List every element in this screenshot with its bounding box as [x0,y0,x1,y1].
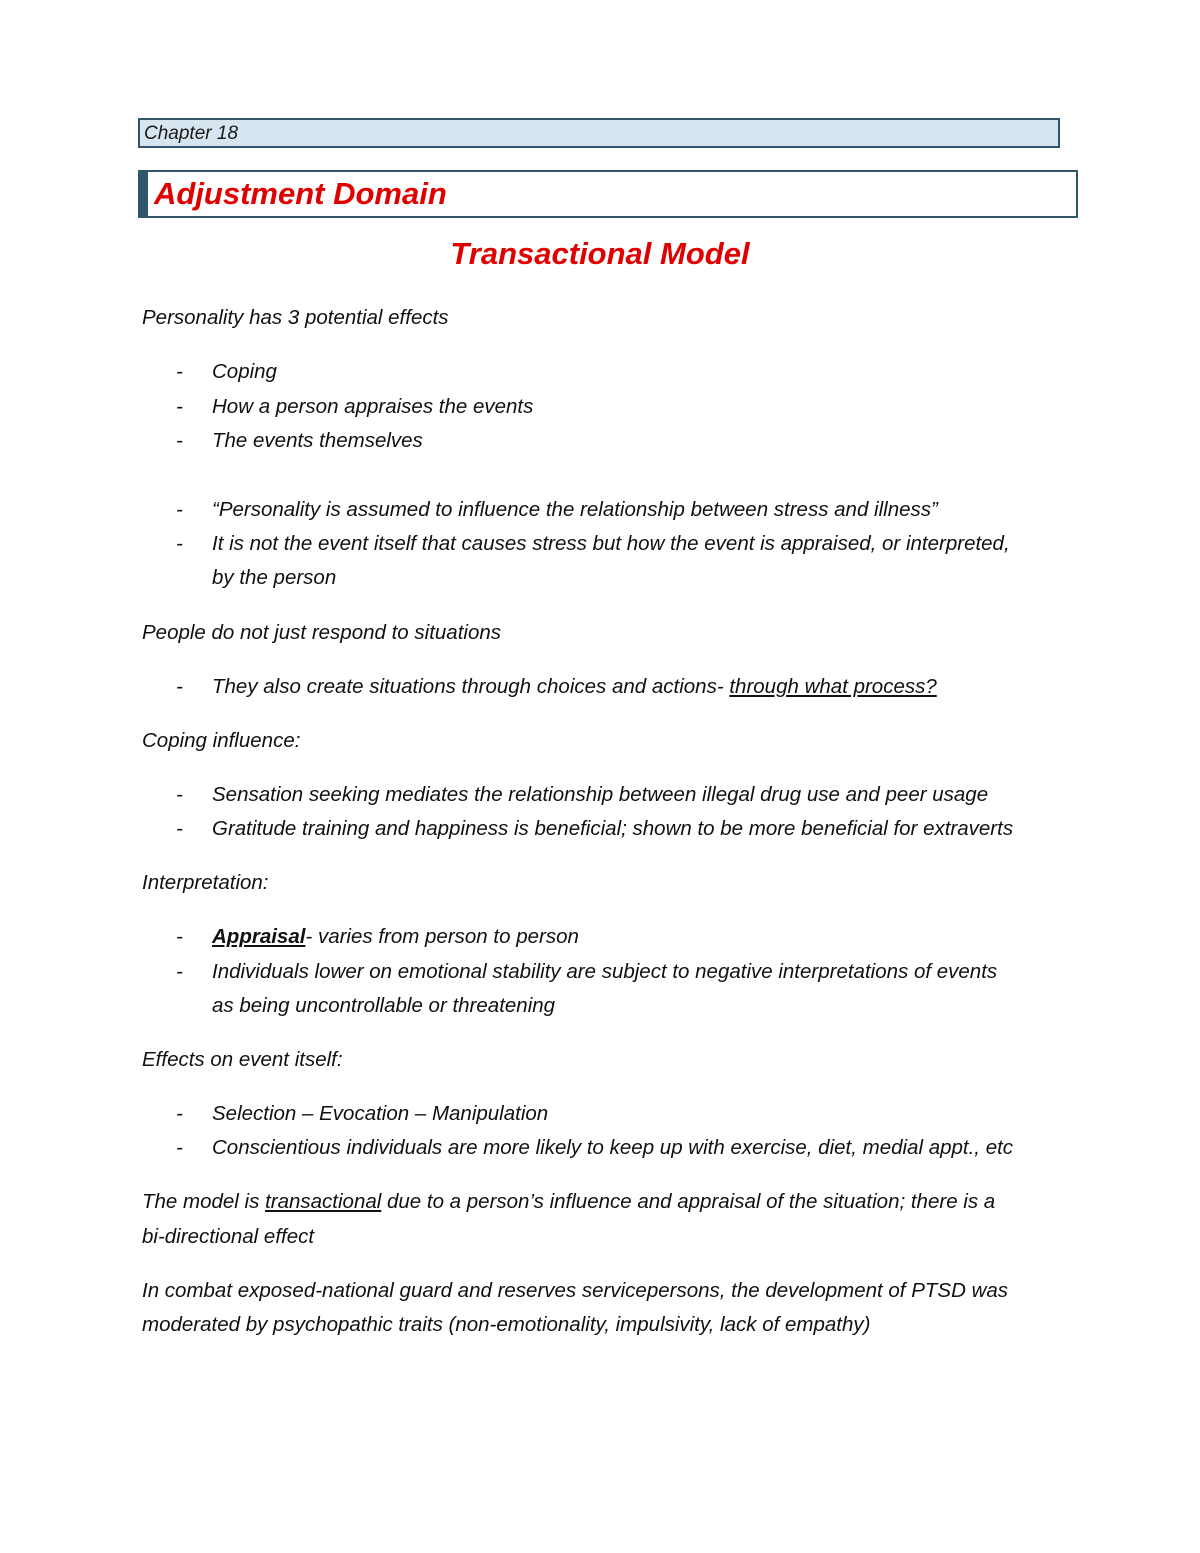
list-item: How a person appraises the events [212,395,534,418]
domain-header-box [138,170,1078,218]
bullet-dash: - [176,817,183,840]
section-heading-interpretation: Interpretation: [142,871,269,894]
section-heading-effects: Effects on event itself: [142,1048,343,1071]
list-item [212,675,937,699]
bullet-dash: - [176,395,183,418]
paragraph-model [142,1190,995,1214]
bullet-dash: - [176,498,183,521]
list-item [212,925,579,949]
appraisal-term: Appraisal [212,925,306,948]
bullet-dash: - [176,675,183,698]
list-item: Sensation seeking mediates the relationship between illegal drug use and peer usage [212,783,989,806]
domain-heading: Adjustment Domain [154,176,447,211]
bullet-dash: - [176,783,183,806]
list-item: Conscientious individuals are more likely to keep up with exercise, diet, medial appt., etc [212,1136,1014,1159]
bullet-dash: - [176,1102,183,1125]
bullet-dash: - [176,360,183,383]
list-item: Selection – Evocation – Manipulation [212,1102,549,1125]
bullet-dash: - [176,925,183,948]
list-item-continuation: as being uncontrollable or threatening [212,994,556,1017]
bullet-dash: - [176,532,183,555]
paragraph-combat: In combat exposed-national guard and reserves servicepersons, the development of PTSD was [142,1279,1009,1302]
section-heading-people: People do not just respond to situations [142,621,501,644]
list-item-text: They also create situations through choices and actions- [212,675,730,698]
bullet-dash: - [176,429,183,452]
bullet-dash: - [176,1136,183,1159]
underlined-question: through what process? [729,675,937,698]
list-item: Coping [212,360,277,383]
list-item-text: - varies from person to person [305,925,579,948]
list-item: The events themselves [212,429,423,452]
bullet-dash: - [176,960,183,983]
paragraph-text: due to a person’s influence and appraisal of the situation; there is a [381,1190,996,1213]
list-item: It is not the event itself that causes stress but how the event is appraised, or interpreted, [212,532,1010,555]
paragraph-model-continuation: bi-directional effect [142,1225,315,1248]
section-heading-coping: Coping influence: [142,729,301,752]
paragraph-text: The model is [142,1190,266,1213]
chapter-header-box [138,118,1060,148]
list-item-quote: “Personality is assumed to influence the relationship between stress and illness” [212,498,938,521]
transactional-term: transactional [265,1190,382,1213]
list-item: Gratitude training and happiness is beneficial; shown to be more beneficial for extraverts [212,817,1014,840]
list-item-continuation: by the person [212,566,337,589]
page-title: Transactional Model [450,236,750,271]
paragraph-combat-continuation: moderated by psychopathic traits (non-emotionality, impulsivity, lack of empathy) [142,1313,871,1336]
section-heading-personality: Personality has 3 potential effects [142,306,449,329]
chapter-label: Chapter 18 [144,123,239,144]
list-item: Individuals lower on emotional stability are subject to negative interpretations of events [212,960,998,983]
